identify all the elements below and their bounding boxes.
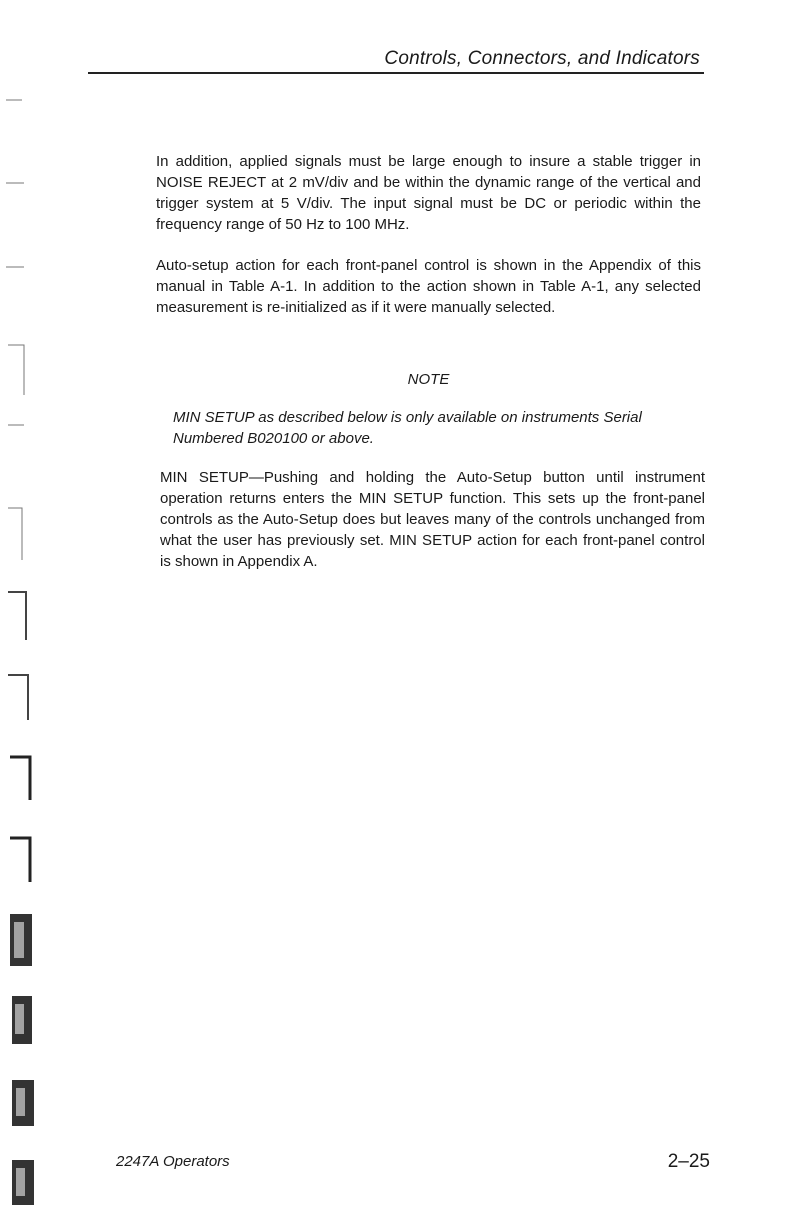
- footer-manual-name: 2247A Operators: [116, 1153, 230, 1170]
- body-paragraph-1: In addition, applied signals must be large enough to insure a stable trigger in NOISE REJECT at 2 mV/div and be within the dynamic range of the vertical and trigger system at 5 V/div. The input signal must be DC or periodic within the frequency range of 50 Hz to 100 MHz.: [156, 153, 701, 233]
- note-heading: NOTE: [407, 371, 450, 388]
- body-paragraph-2: Auto-setup action for each front-panel control is shown in the Appendix of this manual in Table A-1. In addition to the action shown in Table A-1, any selected measurement is re-initialized as if it were manually selected.: [156, 257, 701, 316]
- footer-page-number: 2–25: [667, 1151, 710, 1172]
- header-rule: [88, 72, 704, 74]
- note-text: MIN SETUP as described below is only available on instruments Serial Numbered B020100 or above.: [173, 409, 642, 447]
- binding-edge-marks: [0, 0, 40, 1224]
- page-header-title: Controls, Connectors, and Indicators: [384, 48, 700, 69]
- body-paragraph-3: MIN SETUP—Pushing and holding the Auto-Setup button until instrument operation returns enters the MIN SETUP function. This sets up the front-panel controls as the Auto-Setup does but leaves many of the controls unchanged from what the user has previously set. MIN SETUP action for each front-panel control is shown in Appendix A.: [160, 469, 705, 570]
